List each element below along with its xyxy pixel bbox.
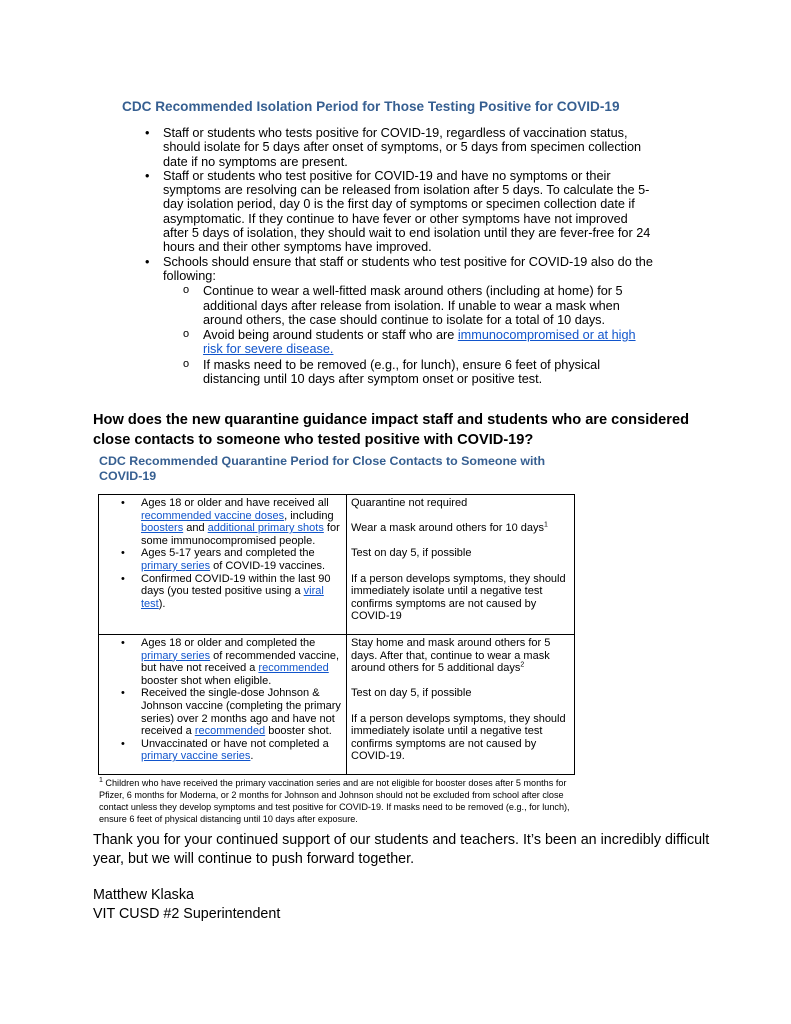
table-footnote — [99, 777, 579, 825]
primary-vaccine-series-link[interactable]: primary vaccine series — [141, 750, 251, 763]
signer-title: VIT CUSD #2 Superintendent — [93, 906, 281, 922]
viral-test-link[interactable]: viral test — [141, 585, 324, 610]
criteria-list — [99, 635, 346, 765]
primary-series-link[interactable]: primary series — [141, 559, 211, 572]
guidance-text: Test on day 5, if possible — [351, 687, 472, 700]
guidance-text: If a person develops symptoms, they should immediately isolate until a negative test confirms symptoms are not caused by COVID-19. — [351, 712, 566, 763]
table-cell-criteria — [99, 635, 347, 775]
criteria-text: ). — [158, 597, 166, 610]
criteria-list — [99, 495, 346, 612]
quarantine-heading: CDC Recommended Quarantine Period for Close Contacts to Someone with COVID-19 — [99, 454, 546, 483]
primary-series-link[interactable]: primary series — [141, 649, 211, 662]
criteria-text: Confirmed COVID-19 within the last 90 days (you tested positive using a — [141, 572, 331, 598]
isolation-list — [143, 126, 653, 387]
table-cell-guidance — [347, 635, 575, 775]
sub-list-item — [163, 328, 653, 357]
criteria-text: . — [250, 750, 254, 763]
guidance-text: Stay home and mask around others for 5 days. After that, continue to wear a mask around others for 5 additional days — [351, 637, 551, 675]
guidance-text — [351, 637, 570, 675]
criteria-text: booster shot. — [265, 725, 332, 738]
list-item — [143, 126, 653, 169]
footnote-ref: 2 — [520, 661, 525, 669]
criteria-text: , including — [284, 509, 334, 522]
isolation-sub-2-text: Avoid being around students or staff who are — [203, 328, 458, 343]
guidance-text — [351, 522, 570, 535]
isolation-sub-1: Continue to wear a well-fitted mask around others (including at home) for 5 additional days after release from isolation. If unable to wear a mask when around others, the case should continue to isolate for a total of 10 days. — [203, 284, 623, 327]
guidance-text: Test on day 5, if possible — [351, 547, 472, 560]
list-item — [99, 497, 342, 547]
guidance-text: If a person develops symptoms, they should immediately isolate until a negative test confirms symptoms are not caused by COVID-19 — [351, 572, 566, 623]
isolation-heading: CDC Recommended Isolation Period for Those Testing Positive for COVID-19 — [122, 99, 620, 114]
sub-list-item — [163, 358, 653, 387]
isolation-sub-list — [163, 284, 653, 386]
criteria-text: of recommended vaccine, but have not received a — [141, 649, 340, 675]
isolation-bullet-3: Schools should ensure that staff or students who test positive for COVID-19 also do the following: — [163, 254, 653, 283]
criteria-text: Unvaccinated or have not completed a — [141, 737, 329, 750]
table-row — [99, 635, 575, 775]
guidance-text: Wear a mask around others for 10 days — [351, 522, 545, 535]
criteria-text: Received the single-dose Johnson & Johnson vaccine (completing the primary series) over 2 months ago and have not received a — [141, 687, 341, 738]
list-item — [143, 169, 653, 255]
table-cell-criteria — [99, 495, 347, 635]
criteria-text: for some immunocompromised people. — [141, 522, 340, 547]
additional-primary-shots-link[interactable]: additional primary shots — [207, 522, 324, 535]
sub-list-item — [163, 284, 653, 327]
signer-name: Matthew Klaska — [93, 887, 194, 903]
quarantine-question: How does the new quarantine guidance impact staff and students who are considered close contacts to someone who tested positive with COVID-19? — [93, 412, 690, 448]
criteria-text: booster shot when eligible. — [141, 674, 272, 687]
guidance-text: Quarantine not required — [351, 497, 468, 509]
boosters-link[interactable]: boosters — [141, 522, 184, 535]
list-item — [99, 547, 342, 572]
list-item — [143, 255, 653, 387]
immunocompromised-link[interactable]: immunocompromised or at high risk for severe disease. — [203, 328, 636, 357]
isolation-bullet-2: Staff or students who test positive for COVID-19 and have no symptoms or their symptoms are resolving can be released from isolation after 5 days. To calculate the 5-day isolation period, day 0 is the first day of symptoms or specimen collection date if asymptomatic. If they continue to have fever or other symptoms have not improved after 5 days of isolation, they should wait to end isolation until they are fever-free for 24 hours and their other symptoms have improved. — [163, 168, 651, 255]
footnote-marker: 1 — [99, 776, 103, 784]
isolation-sub-3: If masks need to be removed (e.g., for lunch), ensure 6 feet of physical distancing until 10 days after symptom onset or positive test. — [203, 357, 601, 387]
quarantine-table — [98, 494, 575, 775]
recommended-vaccine-doses-link[interactable]: recommended vaccine doses — [141, 509, 285, 522]
recommended-link[interactable]: recommended — [194, 725, 266, 738]
table-row — [99, 495, 575, 635]
criteria-text: and — [183, 522, 208, 535]
criteria-text: of COVID-19 vaccines. — [210, 559, 326, 572]
criteria-text: Ages 5-17 years and completed the — [141, 547, 315, 560]
list-item — [99, 738, 342, 763]
closing-paragraph: Thank you for your continued support of our students and teachers. It’s been an incredibly difficult year, but we will continue to push forward together. — [93, 832, 710, 867]
footnote-text: Children who have received the primary vaccination series and are not eligible for booster doses after 5 months for Pfizer, 6 months for Moderna, or 2 months for Johnson and Johnson should not be excluded from school after close contact unless they develop symptoms and test positive for COVID-19. If masks need to be removed (e.g., for lunch), ensure 6 feet of physical distancing until 10 days after exposure. — [99, 778, 570, 824]
footnote-ref: 1 — [544, 521, 548, 529]
list-item — [99, 687, 342, 737]
list-item — [99, 637, 342, 687]
recommended-link[interactable]: recommended — [258, 662, 329, 675]
criteria-text: Ages 18 or older and have received all — [141, 497, 329, 509]
criteria-text: Ages 18 or older and completed the — [141, 637, 316, 649]
table-cell-guidance — [347, 495, 575, 635]
list-item — [99, 573, 342, 611]
isolation-bullet-1: Staff or students who tests positive for COVID-19, regardless of vaccination status, should isolate for 5 days after onset of symptoms, or 5 days from specimen collection date if no symptoms are present. — [163, 126, 642, 169]
